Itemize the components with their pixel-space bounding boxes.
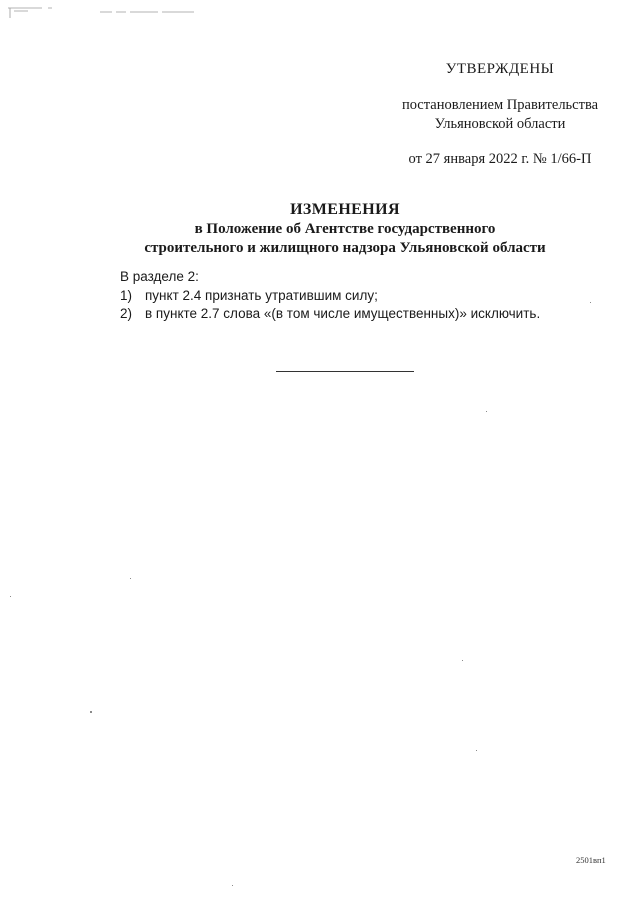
document-title (110, 200, 580, 259)
title-line-2: строительного и жилищного надзора Ульяновской области (144, 240, 546, 256)
footer-code: 2501вп1 (576, 855, 606, 865)
title-main: ИЗМЕНЕНИЯ (290, 201, 400, 218)
scan-speck (476, 750, 477, 751)
scan-speck (462, 660, 463, 661)
closing-rule (276, 371, 414, 372)
scan-artifact-marks (8, 6, 198, 18)
title-line-1: в Положение об Агентстве государственного (194, 220, 496, 237)
approval-heading: УТВЕРЖДЕНЫ (445, 61, 555, 77)
body-intro: В разделе 2: (120, 269, 199, 284)
list-item (120, 305, 590, 324)
list-item-text: в пункте 2.7 слова «(в том числе имущественных)» исключить. (145, 306, 541, 321)
list-item-number: 2) (120, 306, 133, 321)
scan-speck (590, 302, 591, 303)
scan-speck (232, 885, 233, 886)
scan-speck (90, 711, 92, 713)
list-item (120, 287, 590, 306)
scan-speck (10, 596, 11, 597)
approval-line-region: Ульяновской области (434, 116, 566, 132)
document-body (120, 268, 590, 324)
list-item-text: пункт 2.4 признать утратившим силу; (145, 287, 378, 303)
list-item-number: 1) (120, 287, 133, 303)
approval-block (380, 60, 620, 169)
approval-line-resolution: постановлением Правительства (401, 97, 599, 113)
approval-date: от 27 января 2022 г. № 1/66-П (408, 151, 592, 167)
scan-speck (130, 578, 131, 579)
scan-speck (486, 411, 487, 412)
